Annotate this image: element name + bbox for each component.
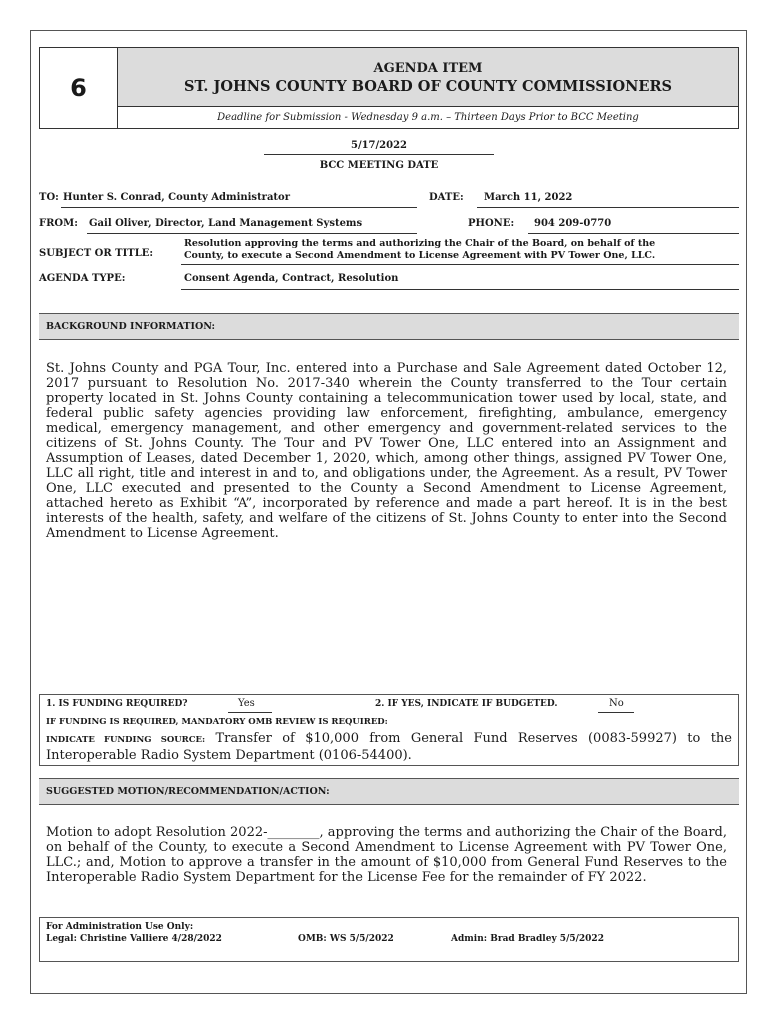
subject-line1: Resolution approving the terms and authorizing the Chair of the Board, on behalf of the [184, 238, 656, 249]
motion-text: Motion to adopt Resolution 2022-________, approving the terms and authorizing the Chair of the Board, on behalf of the County, to execute a Second Amendment to License Agreement with PV Tower One, LLC.; and, Motion to approve a transfer in the amount of $10,000 from General Fund Reserves to the Interoperable Radio System Department for the License Fee for the remainder of FY 2022. [46, 825, 727, 885]
phone-label: PHONE: [468, 218, 515, 229]
subject-label: SUBJECT OR TITLE: [39, 248, 154, 259]
agenda-title-line2: ST. JOHNS COUNTY BOARD OF COUNTY COMMISSIONERS [184, 78, 672, 95]
to-underline [61, 207, 417, 208]
agenda-title-line1: AGENDA ITEM [373, 61, 483, 76]
phone-underline [528, 233, 739, 234]
from-label: FROM: [39, 218, 78, 229]
from-underline [87, 233, 417, 234]
funding-source-label: INDICATE FUNDING SOURCE: [46, 735, 206, 745]
date-value: March 11, 2022 [484, 192, 573, 203]
admin-section [39, 917, 739, 962]
from-value: Gail Oliver, Director, Land Management Systems [89, 218, 363, 229]
agenda-type-underline [181, 289, 739, 290]
motion-heading: SUGGESTED MOTION/RECOMMENDATION/ACTION: [39, 778, 739, 805]
budgeted-value: No [609, 698, 624, 709]
meeting-date-label: BCC MEETING DATE [319, 160, 439, 171]
funding-required-value: Yes [238, 698, 255, 709]
agenda-item-number: 6 [40, 48, 118, 128]
submission-deadline: Deadline for Submission - Wednesday 9 a.m. – Thirteen Days Prior to BCC Meeting [217, 112, 639, 123]
agenda-type-value: Consent Agenda, Contract, Resolution [184, 273, 399, 284]
background-text: St. Johns County and PGA Tour, Inc. entered into a Purchase and Sale Agreement dated October 12, 2017 pursuant to Resolution No. 2017-340 wherein the County transferred to the Tour certain property located in St. Johns County containing a telecommunication tower used by local, state, and federal public safety agencies providing law enforcement, firefighting, ambulance, emergency medical, emergency management, and other emergency and government-related services to the citizens of St. Johns County. The Tour and PV Tower One, LLC entered into an Assignment and Assumption of Leases, dated December 1, 2020, which, among other things, assigned PV Tower One, LLC all right, title and interest in and to, and obligations under, the Agreement. As a result, PV Tower One, LLC executed and presented to the County a Second Amendment to License Agreement, attached hereto as Exhibit “A”, incorporated by reference and made a part hereof. It is in the best interests of the health, safety, and welfare of the citizens of St. Johns County to enter into the Second Amendment to License Agreement. [46, 361, 727, 541]
admin-omb: OMB: WS 5/5/2022 [298, 934, 394, 944]
admin-heading: For Administration Use Only: [46, 922, 194, 932]
funding-source [46, 731, 732, 763]
funding-required-label: 1. IS FUNDING REQUIRED? [46, 699, 188, 709]
agenda-type-label: AGENDA TYPE: [39, 273, 126, 284]
agenda-header [39, 47, 739, 129]
background-heading: BACKGROUND INFORMATION: [39, 313, 739, 340]
omb-review-note: IF FUNDING IS REQUIRED, MANDATORY OMB REVIEW IS REQUIRED: [46, 717, 388, 727]
phone-value: 904 209-0770 [534, 218, 612, 229]
subject-underline [181, 264, 739, 265]
admin-approver: Admin: Brad Bradley 5/5/2022 [451, 934, 604, 944]
funding-section [39, 694, 739, 766]
date-underline [477, 207, 739, 208]
subject-line2: County, to execute a Second Amendment to License Agreement with PV Tower One, LLC. [184, 250, 656, 261]
funding-source-value: Transfer of $10,000 from General Fund Reserves (0083-59927) to the Interoperable Radio System Department (0106-54400). [46, 731, 732, 763]
agenda-form [30, 30, 747, 994]
date-label: DATE: [429, 192, 464, 203]
to-value: Hunter S. Conrad, County Administrator [63, 192, 290, 203]
meeting-date-block [264, 139, 494, 171]
budgeted-underline [598, 712, 634, 713]
to-label: TO: [39, 192, 59, 203]
agenda-title-box [118, 48, 738, 107]
funding-required-underline [228, 712, 272, 713]
meeting-date-value: 5/17/2022 [264, 139, 494, 155]
budgeted-label: 2. IF YES, INDICATE IF BUDGETED. [375, 699, 558, 709]
admin-legal: Legal: Christine Valliere 4/28/2022 [46, 934, 222, 944]
